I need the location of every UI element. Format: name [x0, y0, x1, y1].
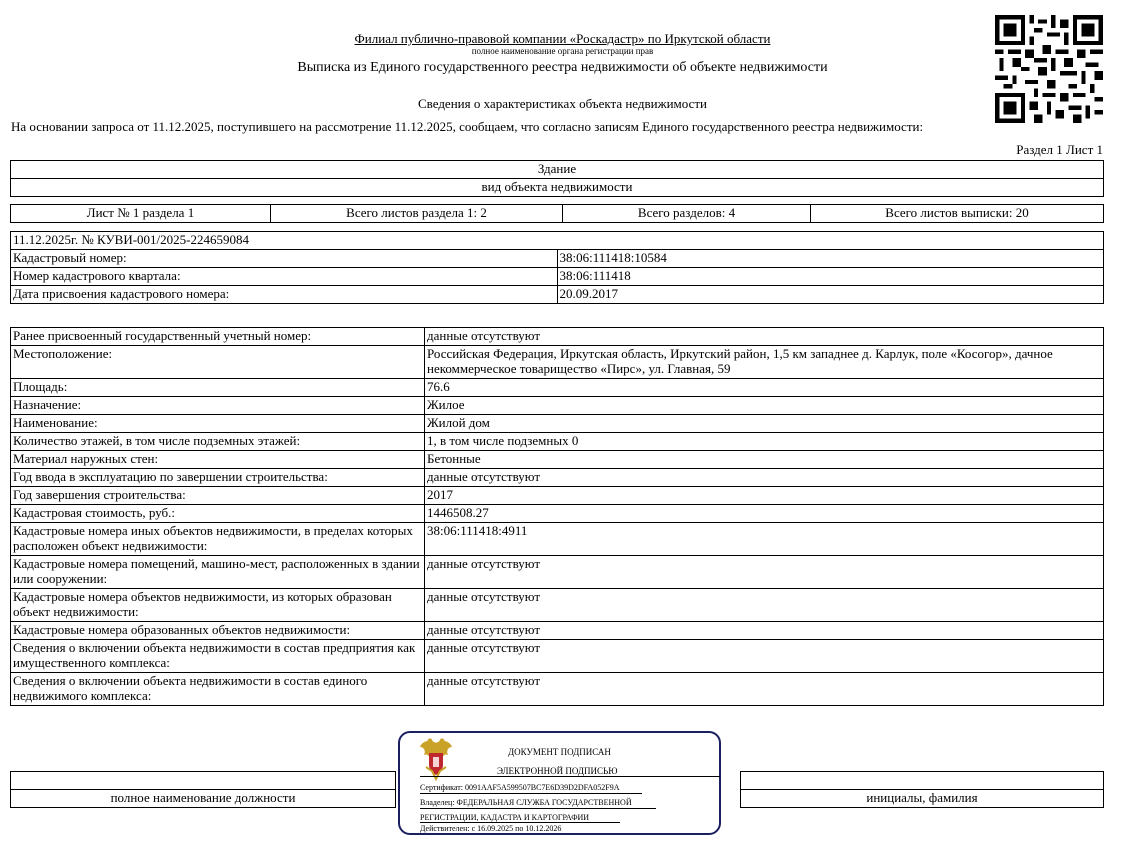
row-value: данные отсутствуют — [425, 640, 1104, 673]
row-value: данные отсутствуют — [425, 328, 1104, 346]
row-label: Год завершения строительства: — [11, 487, 425, 505]
e-signature-stamp — [398, 731, 721, 835]
row-value: 1446508.27 — [425, 505, 1104, 523]
details-table — [10, 327, 1104, 706]
row-value: 76.6 — [425, 379, 1104, 397]
coat-of-arms-icon — [418, 737, 454, 781]
row-value: 2017 — [425, 487, 1104, 505]
qr-code-icon — [995, 15, 1103, 123]
table-row — [11, 505, 1104, 523]
row-label: Площадь: — [11, 379, 425, 397]
row-label: Материал наружных стен: — [11, 451, 425, 469]
doc-number: 11.12.2025г. № КУВИ-001/2025-224659084 — [11, 232, 1104, 250]
name-caption: инициалы, фамилия — [741, 790, 1104, 808]
object-type-table — [10, 160, 1104, 197]
row-label: Год ввода в эксплуатацию по завершении строительства: — [11, 469, 425, 487]
document-subtitle: Сведения о характеристиках объекта недвижимости — [417, 96, 708, 111]
row-label: Кадастровые номера объектов недвижимости, из которых образован объект недвижимости: — [11, 589, 425, 622]
row-label: Кадастровые номера образованных объектов недвижимости: — [11, 622, 425, 640]
row-label: Кадастровые номера помещений, машино-мест, расположенных в здании или сооружении: — [11, 556, 425, 589]
table-row — [11, 433, 1104, 451]
row-label: Номер кадастрового квартала: — [11, 268, 558, 286]
row-value: данные отсутствуют — [425, 469, 1104, 487]
table-row — [11, 469, 1104, 487]
row-label: Кадастровая стоимость, руб.: — [11, 505, 425, 523]
row-value: 38:06:111418:10584 — [557, 250, 1104, 268]
row-value: Жилой дом — [425, 415, 1104, 433]
row-label: Кадастровые номера иных объектов недвижимости, в пределах которых расположен объект недвижимости: — [11, 523, 425, 556]
row-label: Дата присвоения кадастрового номера: — [11, 286, 558, 304]
table-row — [11, 622, 1104, 640]
table-row — [11, 673, 1104, 706]
stamp-line1: ДОКУМЕНТ ПОДПИСАН — [508, 747, 611, 757]
row-value: 38:06:111418 — [557, 268, 1104, 286]
object-type-caption: вид объекта недвижимости — [11, 179, 1104, 197]
row-value: Жилое — [425, 397, 1104, 415]
document-title: Выписка из Единого государственного реестра недвижимости об объекте недвижимости — [297, 60, 828, 75]
total-extract-sheets: Всего листов выписки: 20 — [811, 205, 1104, 223]
row-label: Кадастровый номер: — [11, 250, 558, 268]
stamp-valid: Действителен: с 16.09.2025 по 10.12.2026 — [420, 824, 562, 833]
table-row — [11, 328, 1104, 346]
row-value: Бетонные — [425, 451, 1104, 469]
table-row — [11, 346, 1104, 379]
row-label: Сведения о включении объекта недвижимости в состав предприятия как имущественного комплекса: — [11, 640, 425, 673]
table-row — [11, 379, 1104, 397]
position-caption: полное наименование должности — [11, 790, 396, 808]
table-row — [11, 640, 1104, 673]
table-row — [11, 268, 1104, 286]
table-row — [11, 556, 1104, 589]
sheets-table — [10, 204, 1104, 223]
row-label: Ранее присвоенный государственный учетный номер: — [11, 328, 425, 346]
row-label: Наименование: — [11, 415, 425, 433]
row-value: 20.09.2017 — [557, 286, 1104, 304]
row-value: Российская Федерация, Иркутская область, Иркутский район, 1,5 км западнее д. Карлук, поле «Косогор», дачное некоммерческое товарищество «Пирс», ул. Главная, 59 — [425, 346, 1104, 379]
table-row — [11, 415, 1104, 433]
table-row — [11, 397, 1104, 415]
table-row — [11, 523, 1104, 556]
row-value: 38:06:111418:4911 — [425, 523, 1104, 556]
stamp-cert: Сертификат: 0091AAF5A599507BC7E6D39D2DFA052F9A — [420, 783, 620, 792]
table-row — [11, 250, 1104, 268]
stamp-owner: Владелец: ФЕДЕРАЛЬНАЯ СЛУЖБА ГОСУДАРСТВЕННОЙ — [420, 798, 632, 807]
org-caption: полное наименование органа регистрации прав — [471, 46, 654, 56]
table-row — [11, 286, 1104, 304]
table-row — [11, 589, 1104, 622]
total-section-sheets: Всего листов раздела 1: 2 — [271, 205, 563, 223]
row-value: 1, в том числе подземных 0 — [425, 433, 1104, 451]
row-label: Сведения о включении объекта недвижимости в состав единого недвижимого комплекса: — [11, 673, 425, 706]
table-row — [11, 487, 1104, 505]
stamp-line2: ЭЛЕКТРОННОЙ ПОДПИСЬЮ — [497, 766, 618, 776]
row-value: данные отсутствуют — [425, 622, 1104, 640]
org-name: Филиал публично-правовой компании «Роскадастр» по Иркутской области — [354, 31, 771, 46]
row-label: Количество этажей, в том числе подземных этажей: — [11, 433, 425, 451]
row-value: данные отсутствуют — [425, 556, 1104, 589]
row-label: Назначение: — [11, 397, 425, 415]
section-sheet-label: Раздел 1 Лист 1 — [1016, 142, 1103, 157]
total-sections: Всего разделов: 4 — [563, 205, 811, 223]
object-type: Здание — [11, 161, 1104, 179]
intro-text: На основании запроса от 11.12.2025, поступившего на рассмотрение 11.12.2025, сообщаем, что согласно записям Единого государственного реестра недвижимости: — [11, 119, 924, 134]
table-row — [11, 451, 1104, 469]
ident-table — [10, 231, 1104, 304]
row-value: данные отсутствуют — [425, 589, 1104, 622]
row-value: данные отсутствуют — [425, 673, 1104, 706]
stamp-owner2: РЕГИСТРАЦИИ, КАДАСТРА И КАРТОГРАФИИ — [420, 813, 590, 822]
row-label: Местоположение: — [11, 346, 425, 379]
sheet-number: Лист № 1 раздела 1 — [11, 205, 271, 223]
